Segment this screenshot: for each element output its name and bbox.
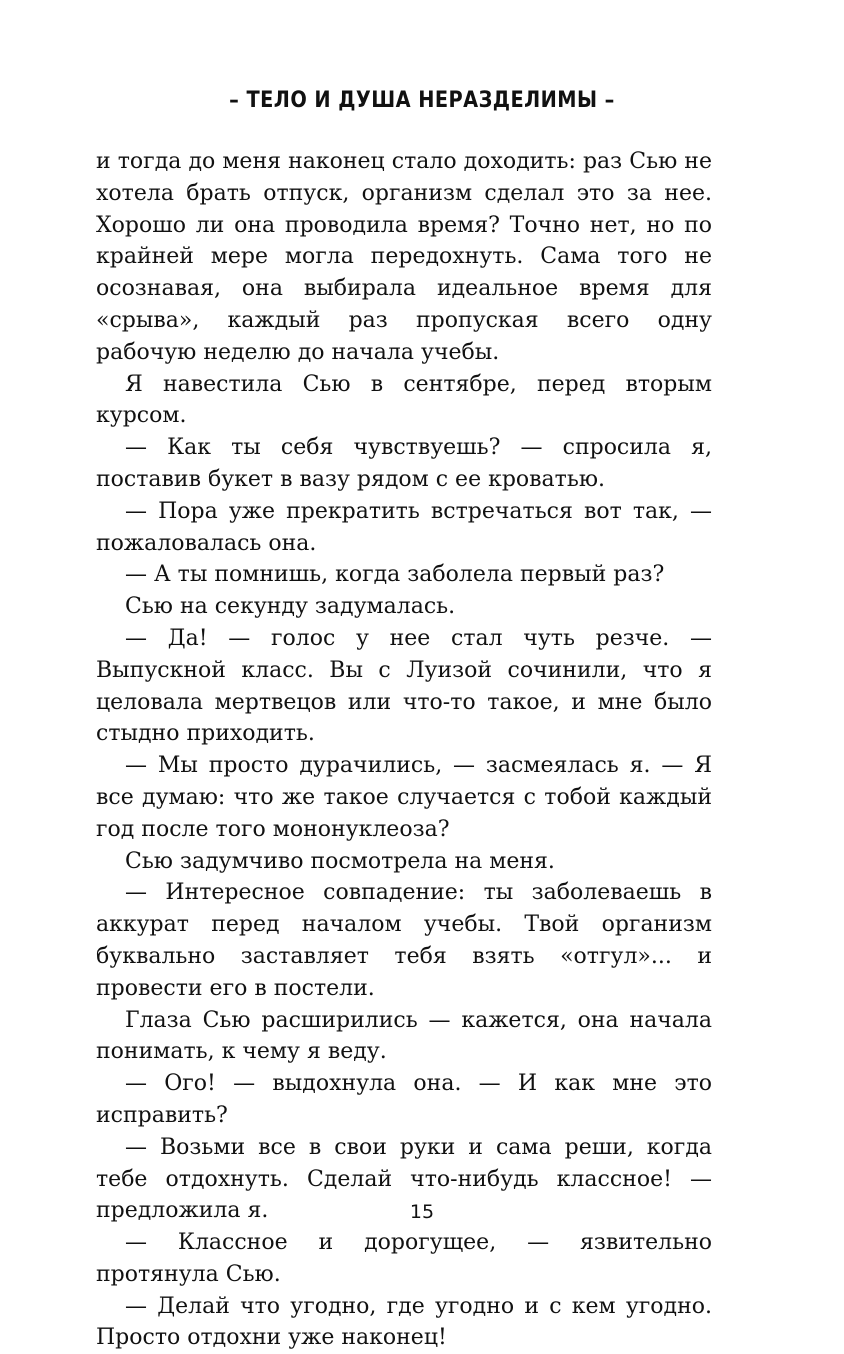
paragraph: — Делай что угодно, где угодно и с кем угодно. Просто отдохни уже наконец!	[96, 1293, 712, 1351]
paragraph: — Интересное совпадение: ты заболеваешь в аккурат перед началом учебы. Твой организм буквально заставляет тебя взять «отгул»... и провести его в постели.	[96, 880, 712, 1001]
paragraph: и тогда до меня наконец стало доходить: раз Сью не хотела брать отпуск, организм сделал это за нее. Хорошо ли она проводила время? Точно нет, но по крайней мере могла передохнуть. Сама того не осознавая, она выбирала идеальное время для «срыва», каждый раз пропуская всего одну рабочую неделю до начала учебы.	[96, 149, 712, 365]
paragraph: Сью на секунду задумалась.	[125, 594, 456, 620]
body-text	[96, 146, 712, 1354]
running-head: – ТЕЛО И ДУША НЕРАЗДЕЛИМЫ –	[229, 88, 615, 113]
paragraph: — Мы просто дурачились, — засмеялась я. — Я все думаю: что же такое случается с тобой каждый год после того мононуклеоза?	[96, 753, 712, 842]
paragraph: — Пора уже прекратить встречаться вот так, — пожаловалась она.	[96, 498, 712, 556]
paragraph: — Да! — голос у нее стал чуть резче. — Выпускной класс. Вы с Луизой сочинили, что я целовала мертвецов или что-то такое, и мне было стыдно приходить.	[96, 625, 712, 747]
paragraph: Я навестила Сью в сентябре, перед вторым курсом.	[96, 371, 712, 429]
paragraph: — Как ты себя чувствуешь? — спросила я, поставив букет в вазу рядом с ее кроватью.	[96, 435, 712, 492]
paragraph: — Классное и дорогущее, — язвительно протянула Сью.	[96, 1230, 712, 1287]
paragraph: Глаза Сью расширились — кажется, она начала понимать, к чему я веду.	[96, 1007, 712, 1065]
paragraph: — Возьми все в свои руки и сама реши, когда тебе отдохнуть. Сделай что-нибудь классное! — предложила я.	[96, 1134, 712, 1224]
page-number: 15	[409, 1201, 435, 1223]
paragraph: — Ого! — выдохнула она. — И как мне это исправить?	[96, 1071, 712, 1128]
paragraph: — А ты помнишь, когда заболела первый раз?	[125, 562, 665, 588]
paragraph: Сью задумчиво посмотрела на меня.	[125, 848, 555, 874]
